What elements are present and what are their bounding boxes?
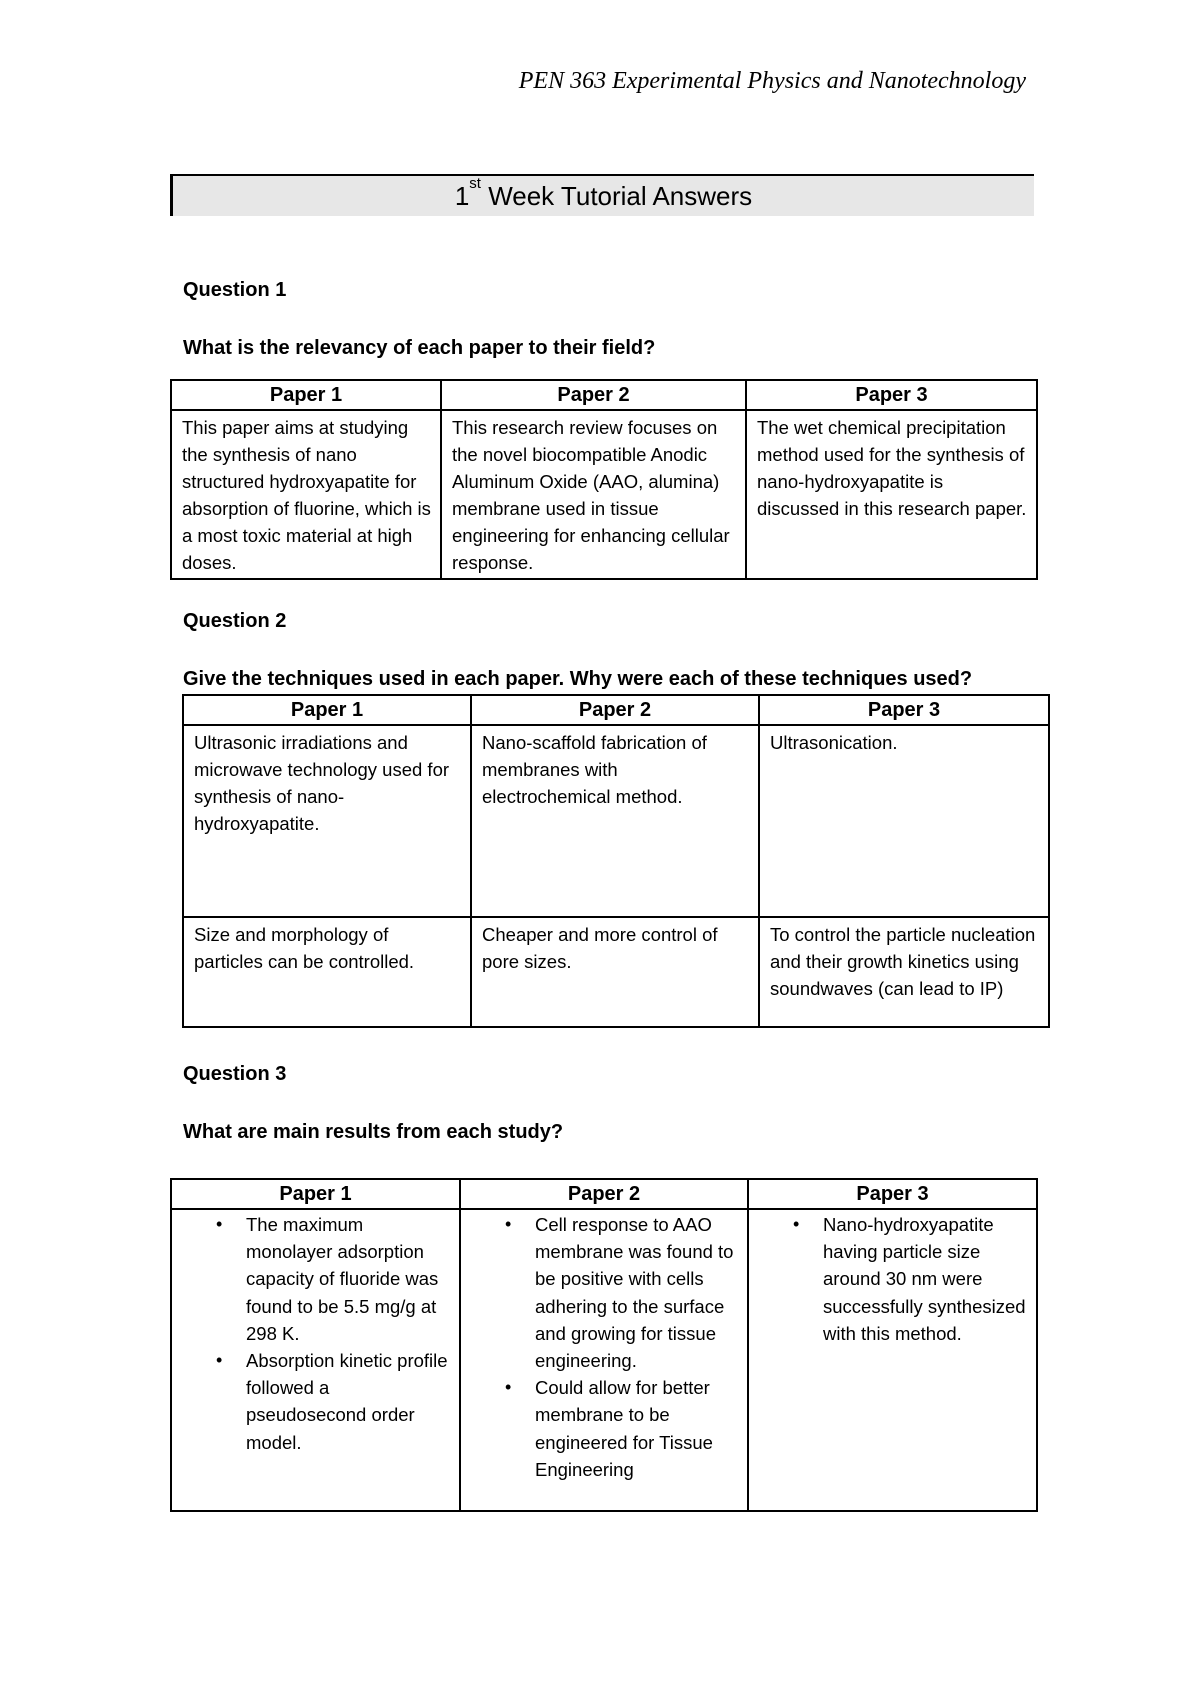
- table-cell: Ultrasonication.: [759, 725, 1049, 917]
- column-header: Paper 1: [171, 380, 441, 410]
- column-header: Paper 2: [460, 1179, 748, 1209]
- table-header-row: [171, 380, 1037, 410]
- page-title: [170, 174, 1034, 216]
- table-cell: This research review focuses on the novel biocompatible Anodic Aluminum Oxide (AAO, alumina) membrane used in tissue engineering for enhancing cellular response.: [441, 410, 746, 579]
- table-cell: [748, 1209, 1037, 1511]
- column-header: Paper 2: [471, 695, 759, 725]
- column-header: Paper 1: [171, 1179, 460, 1209]
- title-prefix: 1: [454, 181, 470, 211]
- table-cell: This paper aims at studying the synthesis of nano structured hydroxyapatite for absorption of fluorine, which is a most toxic material at high doses.: [171, 410, 441, 579]
- table-cell: The wet chemical precipitation method used for the synthesis of nano-hydroxyapatite is discussed in this research paper.: [746, 410, 1037, 579]
- list-item: • Cell response to AAO membrane was found to be positive with cells adhering to the surface and growing for tissue engineering.: [461, 1211, 739, 1374]
- table-header-row: [183, 695, 1049, 725]
- question-3-label: Question 3: [183, 1063, 287, 1085]
- table-header-row: [171, 1179, 1037, 1209]
- column-header: Paper 1: [183, 695, 471, 725]
- paper-2-results: [461, 1211, 739, 1483]
- table-cell: To control the particle nucleation and their growth kinetics using soundwaves (can lead to IP): [759, 917, 1049, 1027]
- table-cell: Cheaper and more control of pore sizes.: [471, 917, 759, 1027]
- column-header: Paper 3: [746, 380, 1037, 410]
- column-header: Paper 2: [441, 380, 746, 410]
- question-2-table: [182, 694, 1050, 1028]
- column-header: Paper 3: [748, 1179, 1037, 1209]
- paper-1-results: [172, 1211, 451, 1456]
- bullet-icon: •: [216, 1214, 223, 1234]
- list-item: • Absorption kinetic profile followed a pseudosecond order model.: [172, 1347, 451, 1456]
- list-item: • The maximum monolayer adsorption capacity of fluoride was found to be 5.5 mg/g at 298 K.: [172, 1211, 451, 1347]
- bullet-icon: •: [505, 1214, 512, 1234]
- question-1-table: [170, 379, 1038, 580]
- bullet-icon: •: [793, 1214, 800, 1234]
- bullet-icon: •: [505, 1377, 512, 1398]
- column-header: Paper 3: [759, 695, 1049, 725]
- table-row: [171, 1209, 1037, 1511]
- question-1-label: Question 1: [183, 279, 287, 301]
- paper-3-results: [749, 1211, 1028, 1347]
- question-3-table: [170, 1178, 1038, 1512]
- list-item: • Could allow for better membrane to be engineered for Tissue Engineering: [461, 1374, 739, 1483]
- table-cell: Nano-scaffold fabrication of membranes with electrochemical method.: [471, 725, 759, 917]
- question-2-prompt: Give the techniques used in each paper. Why were each of these techniques used?: [183, 668, 973, 690]
- table-row: [183, 917, 1049, 1027]
- question-2-label: Question 2: [183, 610, 287, 632]
- table-cell: [171, 1209, 460, 1511]
- table-row: [183, 725, 1049, 917]
- question-1-prompt: What is the relevancy of each paper to their field?: [183, 337, 656, 359]
- list-item: • Nano-hydroxyapatite having particle size around 30 nm were successfully synthesized with this method.: [749, 1211, 1028, 1347]
- table-cell: Size and morphology of particles can be controlled.: [183, 917, 471, 1027]
- title-superscript: st: [469, 175, 481, 192]
- title-main: Week Tutorial Answers: [480, 181, 753, 211]
- table-cell: Ultrasonic irradiations and microwave technology used for synthesis of nano-hydroxyapatite.: [183, 725, 471, 917]
- table-cell: [460, 1209, 748, 1511]
- bullet-icon: •: [216, 1350, 223, 1371]
- course-header: PEN 363 Experimental Physics and Nanotechnology: [518, 68, 1026, 94]
- question-3-prompt: What are main results from each study?: [183, 1121, 564, 1143]
- table-row: [171, 410, 1037, 579]
